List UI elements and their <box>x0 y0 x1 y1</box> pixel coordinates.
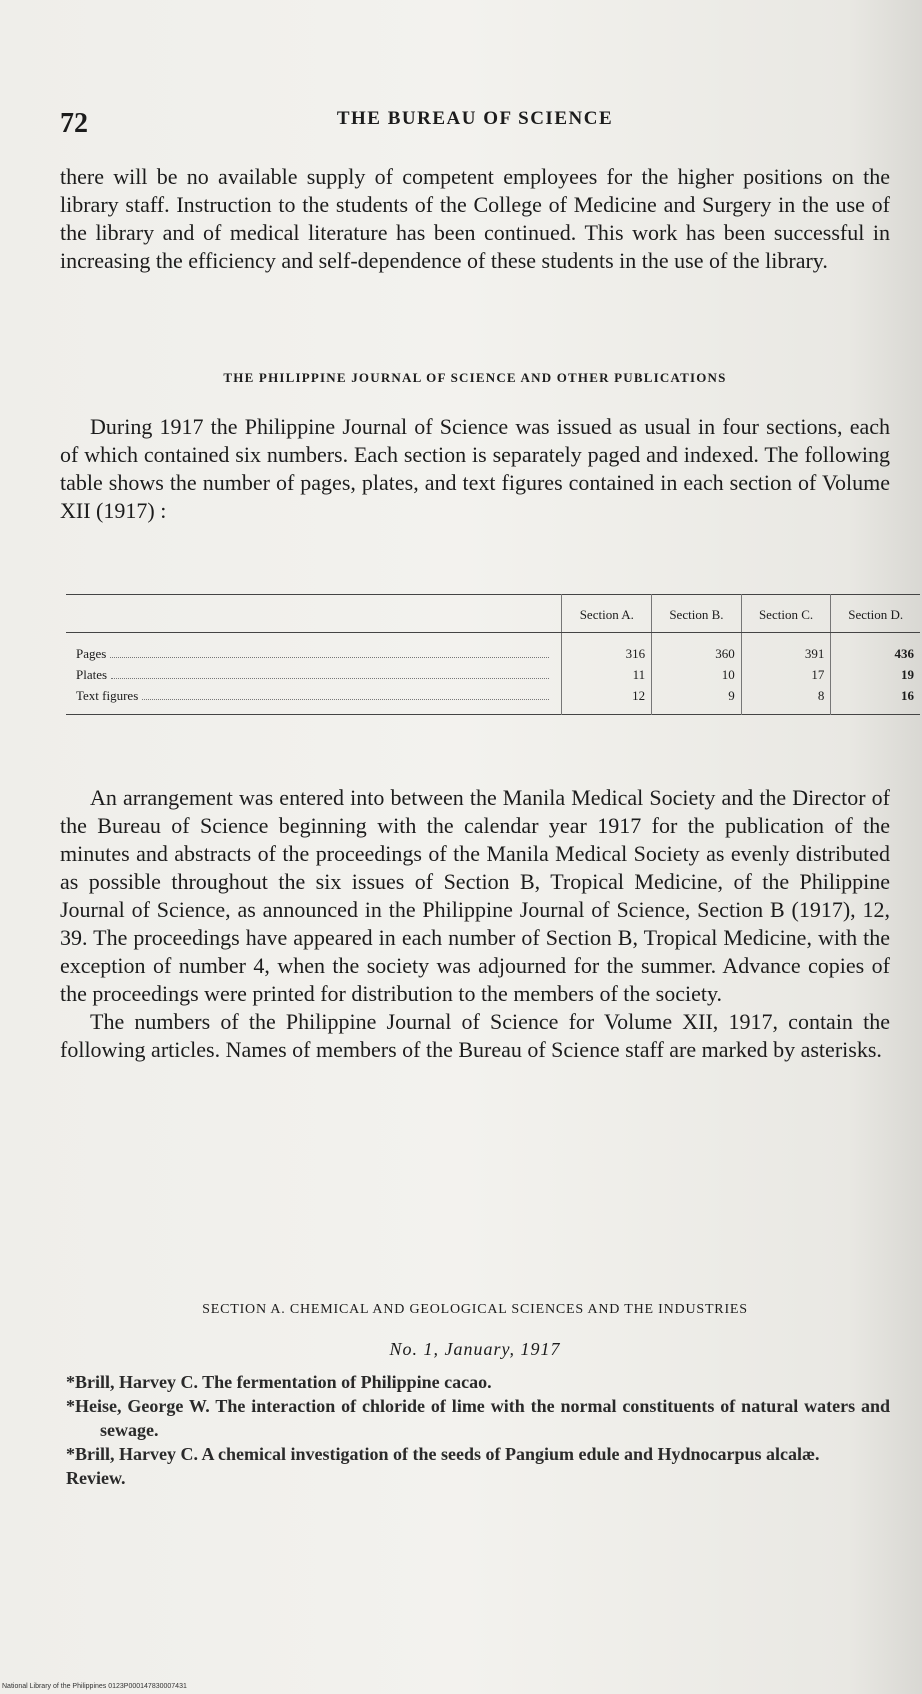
list-item: Review. <box>66 1468 126 1488</box>
page-number: 72 <box>60 108 88 139</box>
row-label: Plates <box>76 667 108 682</box>
paragraphs-medical-society <box>60 784 890 1064</box>
table-cell: 10 <box>652 664 742 685</box>
paragraph-text: The numbers of the Philippine Journal of Science for Volume XII, 1917, contain the following articles. Names of members of the Bureau of Science staff are marked by asterisks. <box>60 1009 890 1062</box>
section-a-heading: SECTION A. CHEMICAL AND GEOLOGICAL SCIENCES AND THE INDUSTRIES <box>202 1302 748 1317</box>
table-header-row <box>66 595 920 633</box>
table-cell: 9 <box>652 685 742 715</box>
leader-dots <box>142 699 549 700</box>
table-cell: 436 <box>831 633 920 665</box>
table-cell: 19 <box>831 664 920 685</box>
table-cell: 12 <box>562 685 652 715</box>
paragraph-library <box>60 163 890 275</box>
section-heading-publications: THE PHILIPPINE JOURNAL OF SCIENCE AND OTHER PUBLICATIONS <box>223 370 727 385</box>
table-cell: 17 <box>741 664 831 685</box>
column-header: Section A. <box>562 595 652 633</box>
paragraph-text: there will be no available supply of competent employees for the higher positions on the library staff. Instruction to the students of the College of Medicine and Surgery in the use of the library and of medical literature has been continued. This work has been successful in increasing the efficiency and self-dependence of these students in the use of the library. <box>60 164 890 273</box>
table-cell: 11 <box>562 664 652 685</box>
issue-heading: No. 1, January, 1917 <box>389 1339 561 1359</box>
page-header <box>60 104 890 144</box>
table-row <box>66 685 920 715</box>
article-list <box>66 1370 890 1490</box>
row-label: Pages <box>76 646 107 661</box>
table-corner-cell <box>66 595 562 633</box>
row-label-cell <box>66 685 562 715</box>
running-title: THE BUREAU OF SCIENCE <box>336 108 614 129</box>
column-header: Section C. <box>741 595 831 633</box>
leader-dots <box>111 678 549 679</box>
table-cell: 391 <box>741 633 831 665</box>
table-cell: 16 <box>831 685 920 715</box>
row-label-cell <box>66 633 562 665</box>
column-header: Section D. <box>831 595 920 633</box>
list-item: *Heise, George W. The interaction of chloride of lime with the normal constituents of natural waters and sewage. <box>66 1396 890 1440</box>
sections-table <box>66 594 920 715</box>
scan-credit: National Library of the Philippines 0123P000147830007431 <box>2 1683 187 1690</box>
paragraph-journal-issues <box>60 413 890 525</box>
row-label-cell <box>66 664 562 685</box>
leader-dots <box>110 657 549 658</box>
table-cell: 316 <box>562 633 652 665</box>
list-item: *Brill, Harvey C. A chemical investigation of the seeds of Pangium edule and Hydnocarpus alcalæ. <box>66 1444 820 1464</box>
column-header: Section B. <box>652 595 742 633</box>
table-row <box>66 633 920 665</box>
paragraph-text: An arrangement was entered into between the Manila Medical Society and the Director of the Bureau of Science beginning with the calendar year 1917 for the publication of the minutes and abstracts of the proceedings of the Manila Medical Society as evenly distributed as possible throughout the six issues of Section B, Tropical Medicine, of the Philippine Journal of Science, as announced in the Philippine Journal of Science, Section B (1917), 12, 39. The proceedings have appeared in each number of Section B, Tropical Medicine, with the exception of number 4, when the society was adjourned for the summer. Advance copies of the proceedings were printed for distribution to the members of the society. <box>60 785 890 1006</box>
table-cell: 8 <box>741 685 831 715</box>
table-row <box>66 664 920 685</box>
table-cell: 360 <box>652 633 742 665</box>
paragraph-text: During 1917 the Philippine Journal of Science was issued as usual in four sections, each of which contained six numbers. Each section is separately paged and indexed. The following table shows the number of pages, plates, and text figures contained in each section of Volume XII (1917) : <box>60 414 890 523</box>
list-item: *Brill, Harvey C. The fermentation of Philippine cacao. <box>66 1372 492 1392</box>
row-label: Text figures <box>76 688 139 703</box>
